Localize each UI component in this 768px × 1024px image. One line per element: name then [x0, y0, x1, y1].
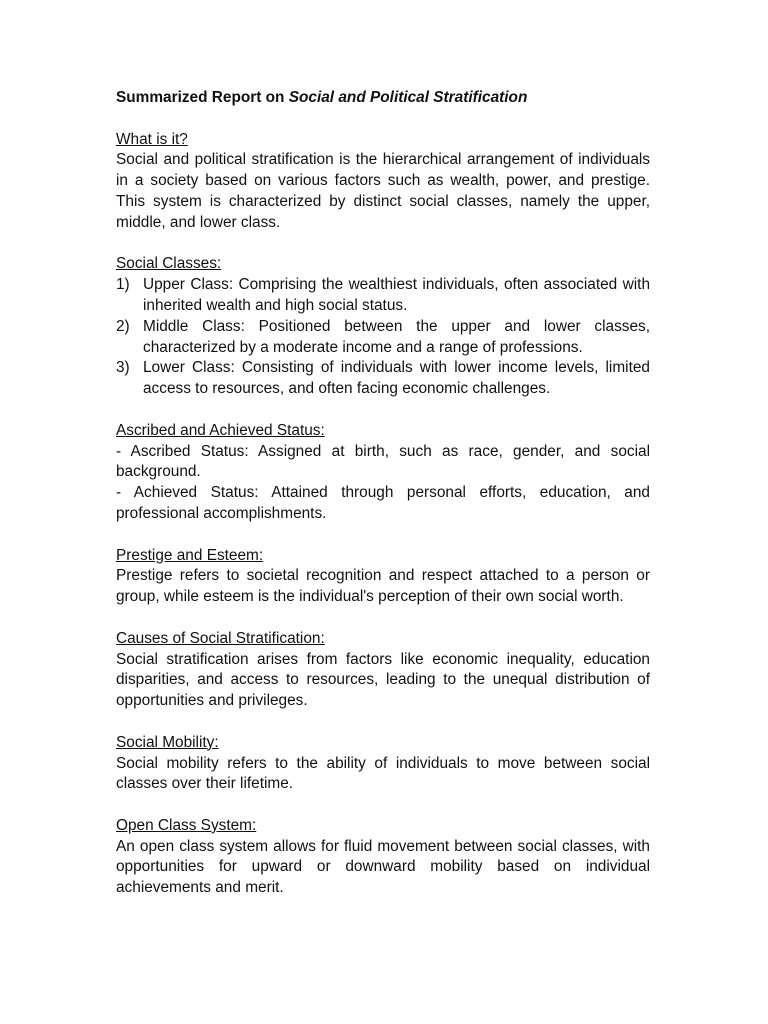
list-number: 2) — [116, 317, 130, 335]
section-heading: Ascribed and Achieved Status: — [116, 421, 325, 439]
section-heading: Prestige and Esteem: — [116, 546, 264, 564]
section-heading: What is it? — [116, 130, 188, 148]
section-heading: Open Class System: — [116, 816, 257, 834]
section-body: Social and political stratification is the hierarchical arrangement of individuals in a society based on various factors such as wealth, power, and prestige. This system is characterized by distinct social classes, namely the upper, middle, and lower class. — [116, 151, 650, 231]
section-heading: Causes of Social Stratification: — [116, 629, 325, 647]
list-text: Middle Class: Positioned between the upper and lower classes, characterized by a moderate income and a range of professions. — [143, 317, 650, 356]
social-classes-list — [116, 275, 650, 400]
list-text: Upper Class: Comprising the wealthiest individuals, often associated with inherited wealth and high social status. — [143, 276, 650, 314]
section-body: Prestige refers to societal recognition and respect attached to a person or group, while esteem is the individual's perception of their own social worth. — [116, 567, 650, 606]
list-number: 3) — [116, 359, 130, 377]
title-italic: Social and Political Stratification — [288, 89, 528, 106]
section-social-classes — [116, 254, 650, 400]
list-item — [116, 317, 650, 359]
section-heading: Social Classes: — [116, 255, 222, 273]
title-prefix: Summarized Report on — [116, 89, 289, 106]
section-status — [116, 421, 650, 525]
section-what-is-it — [116, 130, 650, 234]
list-item — [116, 275, 650, 317]
section-open-class — [116, 816, 650, 899]
list-item — [116, 358, 650, 400]
section-body: Social stratification arises from factors like economic inequality, education disparities, and access to resources, leading to the unequal distribution of opportunities and privileges. — [116, 650, 650, 710]
section-mobility — [116, 733, 650, 795]
list-text: Lower Class: Consisting of individuals with lower income levels, limited access to resources, and often facing economic challenges. — [143, 359, 650, 398]
document-title — [116, 88, 650, 109]
ascribed-status-text: - Ascribed Status: Assigned at birth, such as race, gender, and social background. — [116, 442, 650, 481]
section-prestige — [116, 546, 650, 608]
section-body: Social mobility refers to the ability of individuals to move between social classes over their lifetime. — [116, 754, 650, 793]
list-number: 1) — [116, 276, 130, 294]
achieved-status-text: - Achieved Status: Attained through personal efforts, education, and professional accomplishments. — [116, 484, 650, 522]
section-heading: Social Mobility: — [116, 733, 219, 751]
section-causes — [116, 629, 650, 712]
section-body: An open class system allows for fluid movement between social classes, with opportunities for upward or downward mobility based on individual achievements and merit. — [116, 837, 650, 897]
